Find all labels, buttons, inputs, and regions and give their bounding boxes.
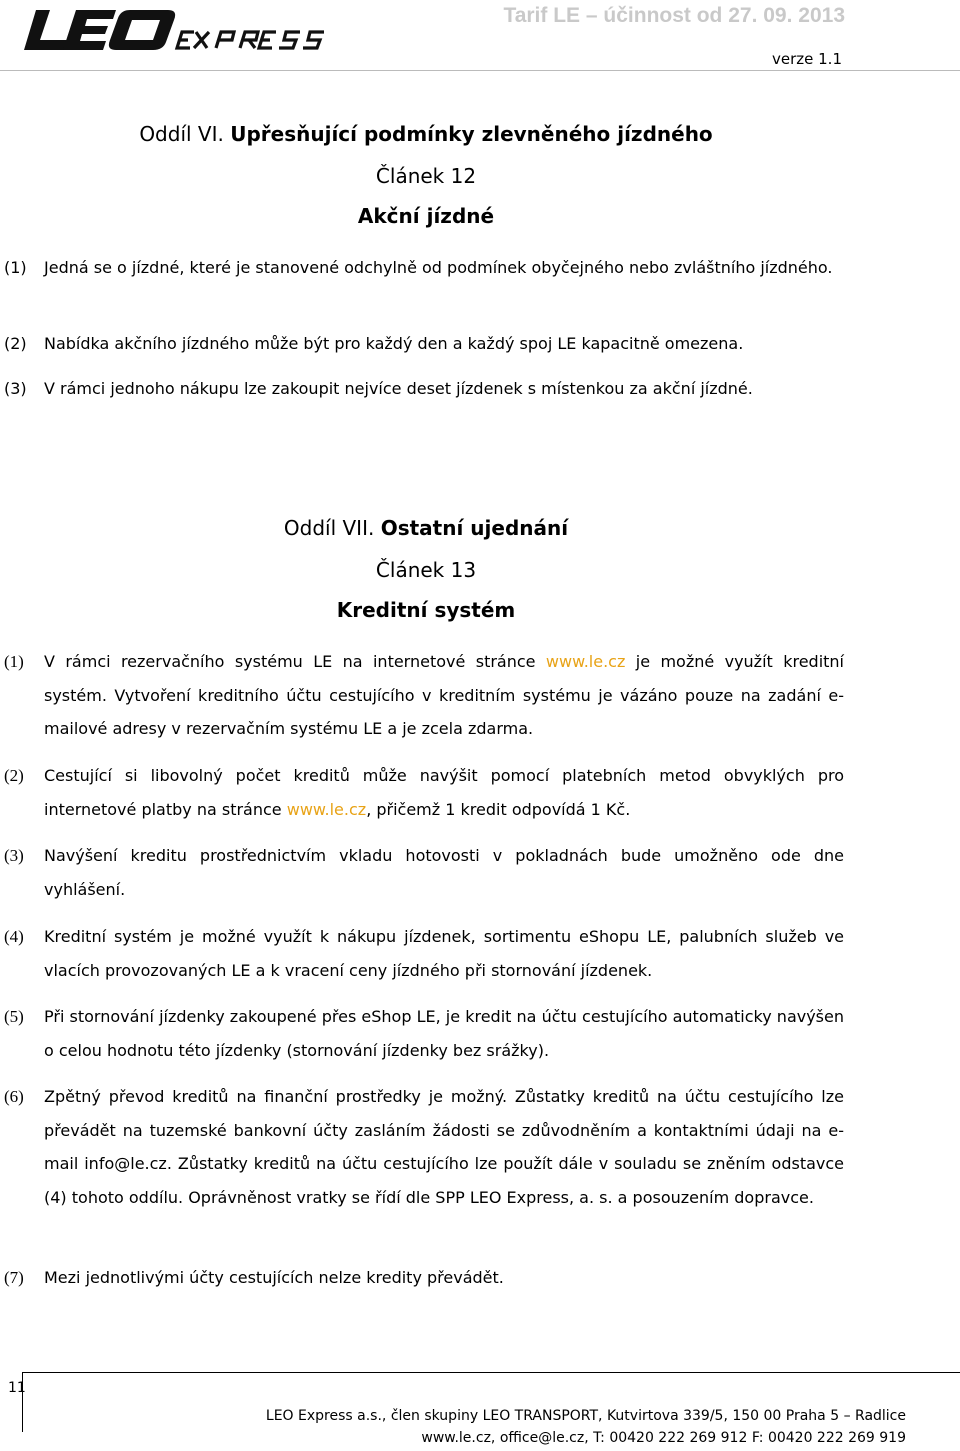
paragraph — [4, 1000, 844, 1067]
paragraph-number: (6) — [4, 1087, 24, 1106]
paragraph-text: V rámci rezervačního systému LE na internetové stránce www.le.cz je možné využít kreditní systém. Vytvoření kreditního účtu cestujícího v kreditním systému je vázáno pouze na zadání e-mailové adresy v rezervačním systému LE a je zcela zdarma. — [44, 652, 844, 738]
header-divider — [0, 70, 960, 71]
article-number: Článek 12 — [375, 164, 477, 188]
footer-contacts: www.le.cz, office@le.cz, T: 00420 222 269 912 F: 00420 222 269 919 — [421, 1430, 906, 1446]
section-heading: Oddíl VII. Ostatní ujednání — [283, 516, 569, 540]
paragraph-number: (2) — [4, 334, 27, 353]
paragraph — [4, 839, 844, 906]
article-number: Článek 13 — [375, 558, 477, 582]
paragraph-text: Cestující si libovolný počet kreditů může navýšit pomocí platebních metod obvyklých pro internetové platby na stránce www.le.cz, přičemž 1 kredit odpovídá 1 Kč. — [44, 766, 844, 819]
paragraph — [4, 645, 844, 746]
article-title: Kreditní systém — [336, 598, 516, 622]
paragraph-number: (1) — [4, 258, 27, 277]
paragraph-number: (1) — [4, 652, 24, 671]
page-number: 11 — [8, 1380, 26, 1396]
paragraph-text: Kreditní systém je možné využít k nákupu jízdenek, sortimentu eShopu LE, palubních služeb ve vlacích provozovaných LE a k vracení ceny jízdného při stornování jízdenek. — [44, 927, 844, 980]
version-label: verze 1.1 — [772, 50, 842, 68]
paragraph-text: Zpětný převod kreditů na finanční prostředky je možný. Zůstatky kreditů na účtu cestujícího lze převádět na tuzemské bankovní účty zasláním žádosti se zdůvodněním a kontaktními údaji na e-mail info@le.cz. Zůstatky kreditů na účtu cestujícího lze použít dále v souladu se zněním odstavce (4) tohoto oddílu. Oprávněnost vratky se řídí dle SPP LEO Express, a. s. a posouzením dopravce. — [44, 1087, 844, 1207]
paragraph-text: Jedná se o jízdné, které je stanovené odchylně od podmínek obyčejného nebo zvláštního jízdného. — [44, 258, 833, 277]
footer-divider — [22, 1372, 960, 1373]
footer-company: LEO Express a.s., člen skupiny LEO TRANSPORT, Kutvirtova 339/5, 150 00 Praha 5 – Radlice — [265, 1408, 906, 1424]
section-heading: Oddíl VI. Upřesňující podmínky zlevněného jízdného — [139, 122, 713, 146]
paragraph-text: V rámci jednoho nákupu lze zakoupit nejvíce deset jízdenek s místenkou za akční jízdné. — [44, 379, 753, 398]
paragraph — [4, 920, 844, 987]
website-link[interactable]: www.le.cz — [545, 652, 626, 671]
paragraph-text: Navýšení kreditu prostřednictvím vkladu hotovosti v pokladnách bude umožněno ode dne vyhlášení. — [44, 846, 844, 899]
paragraph — [4, 759, 844, 826]
paragraph-text: Nabídka akčního jízdného může být pro každý den a každý spoj LE kapacitně omezena. — [44, 334, 744, 353]
paragraph — [4, 1080, 844, 1214]
document-title: Tarif LE – účinnost od 27. 09. 2013 — [503, 4, 845, 27]
article-title: Akční jízdné — [357, 204, 495, 228]
paragraph — [4, 372, 844, 406]
paragraph-number: (3) — [4, 846, 24, 865]
website-link[interactable]: www.le.cz — [286, 799, 367, 819]
paragraph-number: (4) — [4, 927, 24, 946]
paragraph-text: Mezi jednotlivými účty cestujících nelze kredity převádět. — [44, 1268, 504, 1287]
paragraph-number: (7) — [4, 1268, 24, 1287]
paragraph — [4, 327, 844, 361]
paragraph-number: (2) — [4, 766, 24, 785]
leo-express-logo — [6, 2, 346, 58]
paragraph-number: (3) — [4, 379, 27, 398]
paragraph-number: (5) — [4, 1007, 24, 1026]
paragraph — [4, 1261, 844, 1295]
paragraph — [4, 251, 844, 285]
paragraph-text: Při stornování jízdenky zakoupené přes eShop LE, je kredit na účtu cestujícího automaticky navýšen o celou hodnotu této jízdenky (stornování jízdenky bez srážky). — [44, 1007, 844, 1060]
